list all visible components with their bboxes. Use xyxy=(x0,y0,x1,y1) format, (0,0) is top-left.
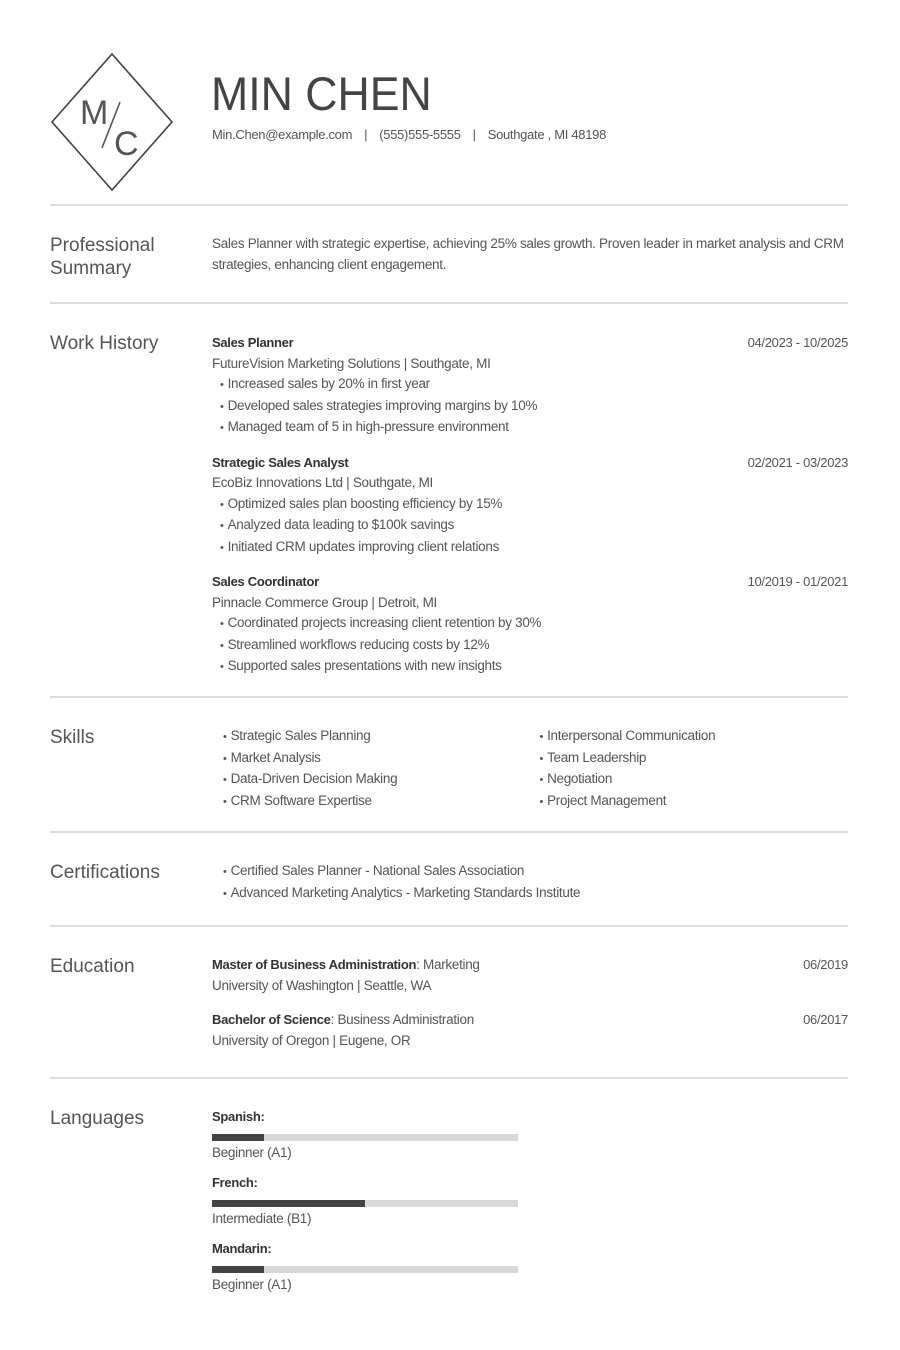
language-name: Mandarin: xyxy=(212,1241,272,1256)
job-entry xyxy=(212,333,848,439)
candidate-name: MIN CHEN xyxy=(211,67,432,120)
summary-section xyxy=(50,204,848,279)
job-dates: 02/2021 - 03/2023 xyxy=(747,454,848,470)
job-dates: 04/2023 - 10/2025 xyxy=(747,335,848,350)
job-company: FutureVision Marketing Solutions | Southgate, MI xyxy=(212,355,491,371)
job-bullets xyxy=(212,374,848,439)
skill-item: • Strategic Sales Planning xyxy=(215,726,532,748)
proficiency-bar xyxy=(212,1134,518,1141)
certifications-list xyxy=(215,861,848,904)
bullet-item: • Managed team of 5 in high-pressure environment xyxy=(212,417,848,439)
bullet-item: • Coordinated projects increasing client retention by 30% xyxy=(212,613,848,635)
proficiency-bar xyxy=(212,1266,518,1273)
skill-item: • Team Leadership xyxy=(532,748,849,770)
summary-text: Sales Planner with strategic expertise, achieving 25% sales growth. Proven leader in market analysis and CRM strategies, enhancing client engagement. xyxy=(212,236,844,272)
language-entry xyxy=(212,1107,538,1163)
school: University of Washington | Seattle, WA xyxy=(212,977,432,993)
job-bullets xyxy=(212,494,848,559)
contact-info: Min.Chen@example.com | (555)555-5555 | Southgate , MI 48198 xyxy=(212,127,607,142)
certifications-section xyxy=(50,831,848,900)
bullet-item: • Analyzed data leading to $100k savings xyxy=(212,515,848,537)
location: Southgate , MI 48198 xyxy=(487,127,607,142)
job-entry xyxy=(212,453,848,559)
proficiency-fill xyxy=(212,1200,365,1207)
job-title: Sales Coordinator xyxy=(212,574,319,589)
education-entry xyxy=(212,955,848,996)
school: University of Oregon | Eugene, OR xyxy=(212,1032,411,1048)
job-bullets xyxy=(212,613,848,678)
language-entry xyxy=(212,1173,538,1229)
job-title: Sales Planner xyxy=(212,335,294,350)
section-label: Skills xyxy=(50,727,95,748)
job-title: Strategic Sales Analyst xyxy=(212,454,349,470)
section-label: Professional Summary xyxy=(50,235,155,279)
skill-item: • Market Analysis xyxy=(215,748,532,770)
language-level: Intermediate (B1) xyxy=(212,1210,312,1226)
skill-item: • CRM Software Expertise xyxy=(215,791,532,813)
job-company: EcoBiz Innovations Ltd | Southgate, MI xyxy=(212,475,433,490)
svg-text:C: C xyxy=(114,125,139,163)
proficiency-bar xyxy=(212,1200,518,1207)
degree-line xyxy=(212,955,848,976)
work-history-section xyxy=(50,302,848,673)
bullet-item: • Optimized sales plan boosting efficiency by 15% xyxy=(212,494,848,516)
skills-list-right xyxy=(532,726,849,812)
language-entry xyxy=(212,1239,538,1295)
languages-section xyxy=(50,1077,848,1292)
section-label: Certifications xyxy=(50,862,160,883)
language-level: Beginner (A1) xyxy=(212,1144,292,1160)
skill-item: • Negotiation xyxy=(532,769,849,791)
bullet-item: • Streamlined workflows reducing costs by 12% xyxy=(212,635,848,657)
job-entry xyxy=(212,572,848,678)
bullet-item: • Initiated CRM updates improving client relations xyxy=(212,537,848,559)
job-dates: 10/2019 - 01/2021 xyxy=(747,574,848,589)
skills-list-left xyxy=(215,726,532,812)
field: : Marketing xyxy=(416,957,480,972)
certification-item: • Certified Sales Planner - National Sales Association xyxy=(215,861,848,883)
language-name: Spanish: xyxy=(212,1109,265,1124)
email: Min.Chen@example.com xyxy=(212,127,353,142)
degree: Bachelor of Science xyxy=(212,1012,331,1027)
skill-item: • Interpersonal Communication xyxy=(532,726,849,748)
proficiency-fill xyxy=(212,1266,264,1273)
field: : Business Administration xyxy=(330,1012,474,1027)
monogram-logo xyxy=(50,52,174,192)
degree-line xyxy=(212,1010,848,1031)
graduation-date: 06/2019 xyxy=(803,957,848,972)
proficiency-fill xyxy=(212,1134,264,1141)
certification-item: • Advanced Marketing Analytics - Marketing Standards Institute xyxy=(215,883,848,905)
skills-section xyxy=(50,696,848,808)
job-company: Pinnacle Commerce Group | Detroit, MI xyxy=(212,594,437,610)
skill-item: • Project Management xyxy=(532,791,849,813)
language-level: Beginner (A1) xyxy=(212,1276,292,1292)
phone: (555)555-5555 xyxy=(379,127,461,142)
section-label: Languages xyxy=(50,1108,145,1129)
bullet-item: • Increased sales by 20% in first year xyxy=(212,374,848,396)
bullet-item: • Developed sales strategies improving margins by 10% xyxy=(212,396,848,418)
bullet-item: • Supported sales presentations with new insights xyxy=(212,656,848,678)
education-section xyxy=(50,925,848,1048)
degree: Master of Business Administration xyxy=(212,957,417,972)
section-label: Work History xyxy=(50,333,159,354)
skill-item: • Data-Driven Decision Making xyxy=(215,769,532,791)
language-name: French: xyxy=(212,1175,258,1190)
section-label: Education xyxy=(50,956,135,977)
svg-text:M: M xyxy=(80,94,109,132)
education-entry xyxy=(212,1010,848,1051)
graduation-date: 06/2017 xyxy=(803,1012,848,1027)
